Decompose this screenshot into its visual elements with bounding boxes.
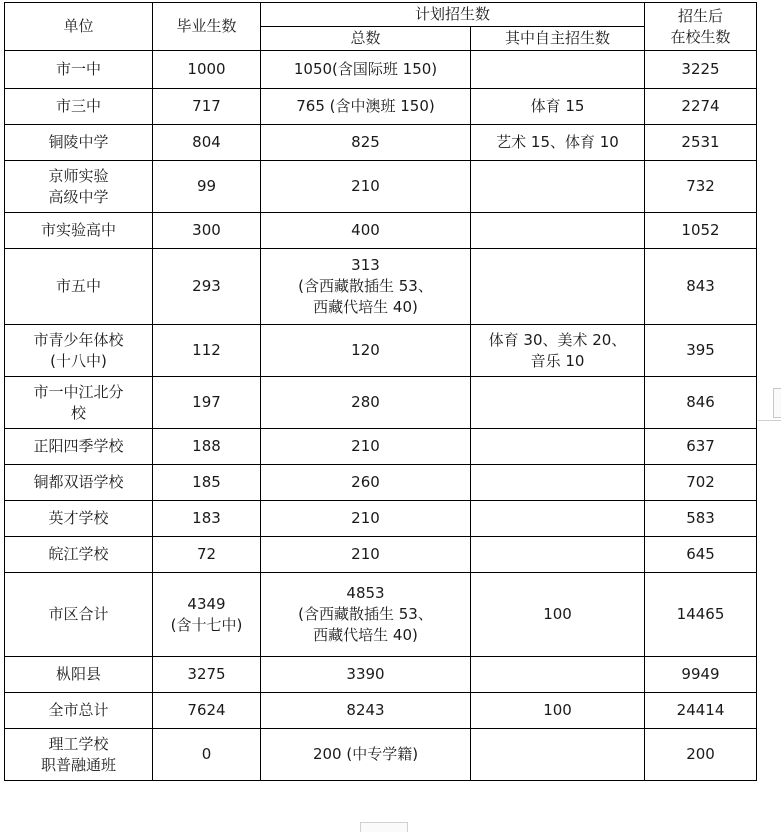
cell-plan-total-line: 西藏代培生 40)	[313, 298, 418, 316]
cell-graduates	[153, 161, 261, 213]
cell-unit-line: 高级中学	[48, 187, 109, 206]
cell-after	[645, 89, 757, 125]
cell-after-line: 846	[686, 393, 715, 411]
cell-graduates-line: 293	[192, 277, 221, 295]
cell-unit	[5, 249, 153, 325]
cell-after-line: 9949	[681, 665, 720, 683]
cell-unit-line: 京师实验	[48, 166, 109, 185]
cell-plan-total	[261, 537, 471, 573]
header-graduates: 毕业生数	[153, 3, 261, 51]
cell-graduates	[153, 465, 261, 501]
cell-after-line: 645	[686, 545, 715, 563]
cell-after-line: 2531	[681, 133, 720, 151]
cell-graduates	[153, 429, 261, 465]
cell-after	[645, 325, 757, 377]
table-row	[5, 325, 757, 377]
cell-plan-total	[261, 693, 471, 729]
cell-independent	[471, 325, 645, 377]
cell-independent-line: 100	[543, 605, 572, 623]
cell-plan-total-line: 3390	[346, 665, 385, 683]
cell-unit-line: 铜陵中学	[48, 133, 109, 151]
cell-plan-total-line: (含西藏散插生 53、	[298, 605, 433, 623]
cell-graduates-line: 188	[192, 437, 221, 455]
cell-unit-line: (十八中)	[50, 351, 107, 370]
header-plan: 计划招生数	[261, 3, 645, 27]
header-plan-independent: 其中自主招生数	[471, 27, 645, 51]
cell-independent-line: 体育 15	[530, 97, 585, 115]
table-body	[5, 51, 757, 781]
cell-after-line: 637	[686, 437, 715, 455]
cell-graduates-line: 3275	[187, 665, 226, 683]
cell-after-line: 732	[686, 177, 715, 195]
table-row	[5, 161, 757, 213]
table-row	[5, 729, 757, 781]
cell-after-line: 395	[686, 341, 715, 359]
cell-plan-total	[261, 377, 471, 429]
cell-graduates	[153, 325, 261, 377]
cell-after-line: 14465	[676, 605, 725, 623]
cell-after	[645, 161, 757, 213]
cell-after	[645, 729, 757, 781]
cell-independent	[471, 51, 645, 89]
cell-plan-total	[261, 249, 471, 325]
cell-independent	[471, 693, 645, 729]
cell-independent	[471, 501, 645, 537]
cell-graduates	[153, 125, 261, 161]
cell-graduates-line: 112	[192, 341, 221, 359]
cell-independent-line: 100	[543, 701, 572, 719]
cell-after-line: 3225	[681, 60, 720, 78]
table-row	[5, 657, 757, 693]
cell-independent	[471, 213, 645, 249]
cell-after	[645, 693, 757, 729]
header-unit: 单位	[5, 3, 153, 51]
cell-graduates	[153, 213, 261, 249]
cell-plan-total-line: 210	[351, 437, 380, 455]
cell-plan-total-line: 280	[351, 393, 380, 411]
cell-independent	[471, 429, 645, 465]
cell-unit	[5, 325, 153, 377]
cell-unit-line: 市五中	[55, 277, 101, 295]
header-after-line1: 招生后	[678, 6, 724, 25]
cell-independent	[471, 377, 645, 429]
cell-unit-line: 市三中	[55, 97, 101, 115]
table-row	[5, 501, 757, 537]
cell-unit-line: 校	[70, 403, 86, 422]
cell-after-line: 24414	[676, 701, 725, 719]
cell-unit	[5, 213, 153, 249]
side-divider	[758, 420, 781, 421]
table-row	[5, 51, 757, 89]
table-row	[5, 465, 757, 501]
cell-graduates	[153, 693, 261, 729]
cell-unit-line: 市一中	[55, 60, 101, 78]
cell-after	[645, 377, 757, 429]
cell-graduates-line: 183	[192, 509, 221, 527]
cell-plan-total-line: 8243	[346, 701, 385, 719]
cell-unit	[5, 161, 153, 213]
cell-unit-line: 正阳四季学校	[33, 437, 124, 455]
cell-unit-line: 市一中江北分	[33, 382, 124, 401]
cell-graduates-line: 7624	[187, 701, 226, 719]
cell-plan-total	[261, 213, 471, 249]
cell-after	[645, 537, 757, 573]
cell-plan-total	[261, 161, 471, 213]
cell-plan-total-line: 西藏代培生 40)	[313, 626, 418, 644]
cell-after-line: 583	[686, 509, 715, 527]
cell-graduates	[153, 729, 261, 781]
cell-plan-total-line: 210	[351, 509, 380, 527]
cell-plan-total-line: 4853	[346, 584, 385, 602]
cell-after	[645, 465, 757, 501]
cell-unit	[5, 377, 153, 429]
cell-after-line: 200	[686, 745, 715, 763]
cell-plan-total-line: 200 (中专学籍)	[312, 745, 419, 763]
enrollment-table	[4, 2, 757, 781]
cell-independent	[471, 537, 645, 573]
cell-after	[645, 213, 757, 249]
cell-plan-total	[261, 429, 471, 465]
cell-independent-line: 音乐 10	[530, 351, 585, 370]
cell-unit	[5, 537, 153, 573]
cell-plan-total-line: 210	[351, 545, 380, 563]
cell-after-line: 1052	[681, 221, 720, 239]
cell-independent-line: 艺术 15、体育 10	[496, 133, 619, 151]
cell-after	[645, 501, 757, 537]
cell-unit	[5, 465, 153, 501]
cell-after	[645, 51, 757, 89]
table-row	[5, 213, 757, 249]
cell-unit	[5, 729, 153, 781]
cell-plan-total	[261, 125, 471, 161]
cell-plan-total	[261, 573, 471, 657]
cell-unit-line: 全市总计	[48, 701, 109, 719]
header-after-line2: 在校生数	[670, 27, 731, 46]
cell-plan-total	[261, 657, 471, 693]
cell-unit-line: 皖江学校	[48, 545, 109, 563]
cell-plan-total	[261, 51, 471, 89]
table-row	[5, 537, 757, 573]
cell-independent	[471, 161, 645, 213]
cell-unit-line: 市青少年体校	[33, 330, 124, 349]
header-after	[645, 3, 757, 51]
cell-unit	[5, 501, 153, 537]
cell-graduates	[153, 249, 261, 325]
cell-unit	[5, 89, 153, 125]
cell-plan-total-line: 765 (含中澳班 150)	[296, 97, 435, 115]
cell-graduates-line: 0	[201, 745, 212, 763]
cell-plan-total-line: 1050(含国际班 150)	[293, 60, 438, 78]
cell-graduates-line: 72	[196, 545, 217, 563]
cell-graduates-line: 717	[192, 97, 221, 115]
cell-plan-total-line: (含西藏散插生 53、	[298, 277, 433, 295]
cell-independent	[471, 573, 645, 657]
cell-unit-line: 职普融通班	[40, 755, 116, 774]
cell-graduates-line: 4349	[187, 594, 226, 613]
cell-after	[645, 573, 757, 657]
cell-unit-line: 铜都双语学校	[33, 473, 124, 491]
cell-independent	[471, 89, 645, 125]
cell-unit-line: 英才学校	[48, 509, 109, 527]
cell-plan-total	[261, 501, 471, 537]
cell-unit	[5, 51, 153, 89]
cell-graduates-line: 99	[196, 177, 217, 195]
cell-plan-total	[261, 729, 471, 781]
table-row	[5, 125, 757, 161]
cell-graduates-line: 300	[192, 221, 221, 239]
cell-graduates	[153, 51, 261, 89]
table-row	[5, 249, 757, 325]
cell-unit	[5, 573, 153, 657]
cell-graduates	[153, 89, 261, 125]
table-row	[5, 377, 757, 429]
cell-independent	[471, 657, 645, 693]
cell-after	[645, 657, 757, 693]
cell-graduates-line: 185	[192, 473, 221, 491]
side-scroll-handle	[773, 388, 781, 418]
cell-after	[645, 429, 757, 465]
cell-graduates	[153, 501, 261, 537]
table-row	[5, 573, 757, 657]
cell-after	[645, 249, 757, 325]
cell-graduates	[153, 657, 261, 693]
cell-plan-total-line: 400	[351, 221, 380, 239]
cell-after-line: 843	[686, 277, 715, 295]
cell-graduates	[153, 537, 261, 573]
cell-plan-total-line: 210	[351, 177, 380, 195]
cell-plan-total	[261, 325, 471, 377]
cell-plan-total	[261, 465, 471, 501]
cell-independent	[471, 249, 645, 325]
table-row	[5, 693, 757, 729]
cell-unit-line: 市实验高中	[40, 221, 116, 239]
cell-graduates-line: 804	[192, 133, 221, 151]
cell-plan-total-line: 825	[351, 133, 380, 151]
cell-plan-total-line: 313	[351, 256, 380, 274]
cell-after	[645, 125, 757, 161]
cell-unit	[5, 657, 153, 693]
cell-graduates-line: 197	[192, 393, 221, 411]
cell-independent	[471, 465, 645, 501]
cell-unit-line: 枞阳县	[55, 665, 101, 683]
cell-graduates-line: 1000	[187, 60, 226, 78]
cell-plan-total	[261, 89, 471, 125]
header-plan-total: 总数	[261, 27, 471, 51]
table-row	[5, 429, 757, 465]
cell-plan-total-line: 260	[351, 473, 380, 491]
cell-graduates-line: (含十七中)	[170, 615, 243, 634]
cell-independent	[471, 729, 645, 781]
cell-plan-total-line: 120	[351, 341, 380, 359]
cell-unit	[5, 693, 153, 729]
cell-unit	[5, 125, 153, 161]
cell-unit-line: 市区合计	[48, 605, 109, 623]
table-row	[5, 89, 757, 125]
cell-after-line: 2274	[681, 97, 720, 115]
cell-independent	[471, 125, 645, 161]
cell-after-line: 702	[686, 473, 715, 491]
cell-unit	[5, 429, 153, 465]
cell-unit-line: 理工学校	[48, 734, 109, 753]
cell-independent-line: 体育 30、美术 20、	[488, 330, 627, 349]
cell-graduates	[153, 377, 261, 429]
cell-graduates	[153, 573, 261, 657]
